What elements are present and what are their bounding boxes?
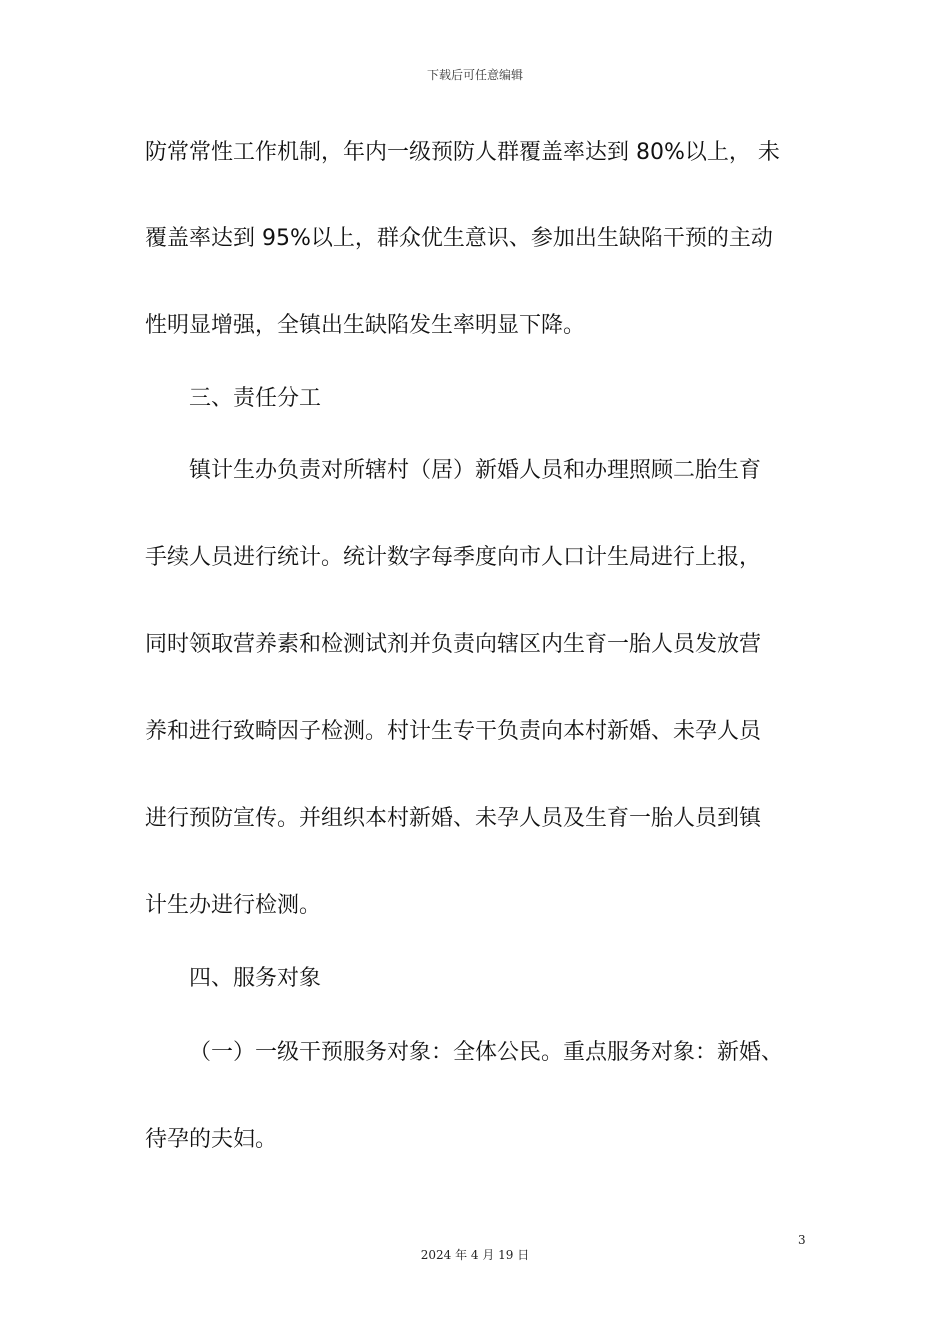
body-line: 待孕的夫妇。 bbox=[145, 1127, 278, 1152]
body-line: 手续人员进行统计。统计数字每季度向市人口计生局进行上报， bbox=[145, 545, 762, 570]
body-line: 性明显增强，全镇出生缺陷发生率明显下降。 bbox=[145, 313, 586, 338]
body-line: 养和进行致畸因子检测。村计生专干负责向本村新婚、未孕人员 bbox=[145, 719, 762, 744]
body-line: 防常常性工作机制，年内一级预防人群覆盖率达到 80%以上， 未 bbox=[145, 140, 780, 165]
body-line: 同时领取营养素和检测试剂并负责向辖区内生育一胎人员发放营 bbox=[145, 632, 762, 657]
page-number: 3 bbox=[798, 1233, 806, 1247]
section-heading: 三、责任分工 bbox=[189, 386, 322, 411]
section-heading: 四、服务对象 bbox=[189, 966, 322, 991]
body-line: 计生办进行检测。 bbox=[145, 893, 322, 918]
body-line: （一）一级干预服务对象：全体公民。重点服务对象：新婚、 bbox=[189, 1040, 784, 1065]
footer-date: 2024 年 4 月 19 日 bbox=[420, 1248, 530, 1262]
body-line: 镇计生办负责对所辖村（居）新婚人员和办理照顾二胎生育 bbox=[189, 458, 762, 483]
body-line: 进行预防宣传。并组织本村新婚、未孕人员及生育一胎人员到镇 bbox=[145, 806, 762, 831]
header-note: 下载后可任意编辑 bbox=[426, 68, 523, 82]
body-line: 覆盖率达到 95%以上，群众优生意识、参加出生缺陷干预的主动 bbox=[145, 226, 773, 251]
